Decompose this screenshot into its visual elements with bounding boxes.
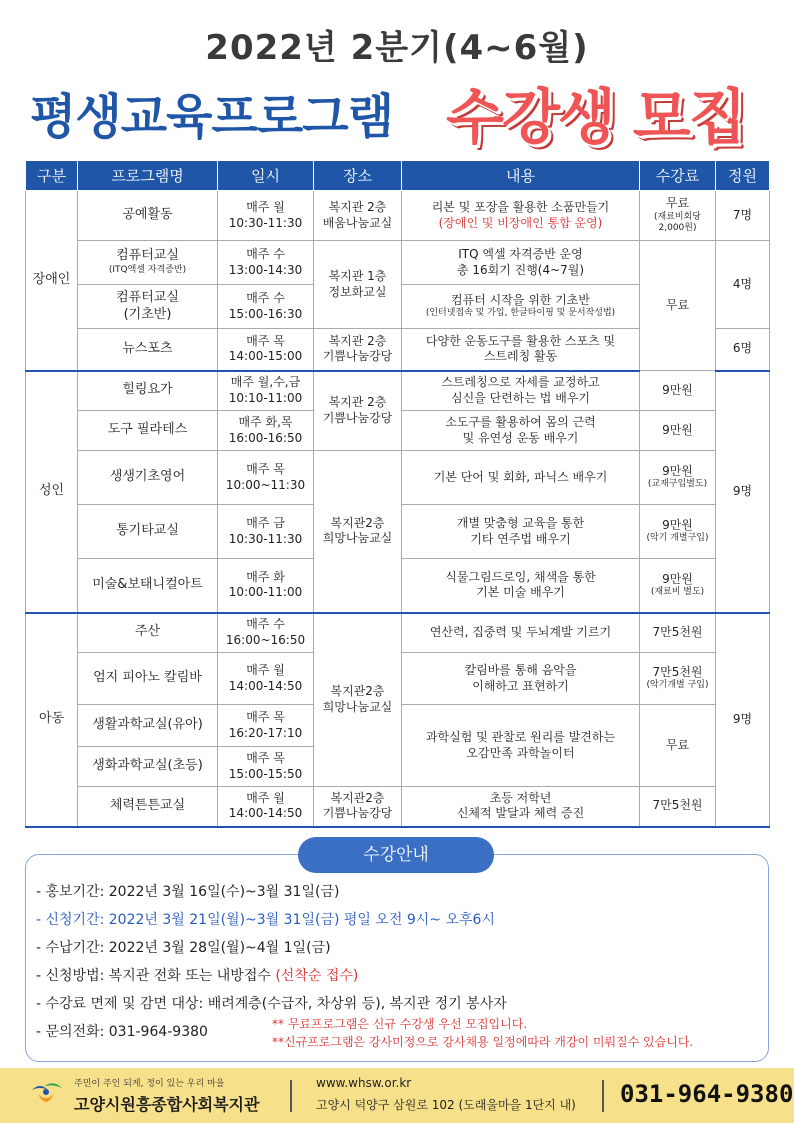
program-time: 매주 월 10:30-11:30 [218, 191, 314, 241]
program-content: ITQ 엑셀 자격증반 운영 총 16회기 진행(4~7월) [402, 241, 640, 285]
program-place: 복지관2층 기쁨나눔강당 [314, 787, 402, 827]
content-note: (인터넷접속 및 가입, 한글타이핑 및 문서작성법) [425, 308, 616, 319]
fee-text: 7만5천원 [652, 664, 703, 679]
program-table [25, 160, 770, 828]
program-name: 공예활동 [78, 191, 218, 241]
program-content: 과학실험 및 관찰로 원리를 발견하는 오감만족 과학놀이터 [402, 705, 640, 787]
program-name: 미술&보태니컬아트 [78, 559, 218, 613]
program-content: 초등 저학년 신체적 발달과 체력 증진 [402, 787, 640, 827]
method-note: (선착순 접수) [275, 968, 359, 984]
program-time: 매주 목 10:00~11:30 [218, 451, 314, 505]
category-disabled: 장애인 [26, 191, 78, 371]
content-text: 컴퓨터 시작을 위한 기초반 [451, 292, 590, 307]
program-time: 매주 월 14:00-14:50 [218, 787, 314, 827]
category-child: 아동 [26, 613, 78, 827]
guide-promo: - 홍보기간: 2022년 3월 16일(수)~3월 31일(금) [36, 884, 340, 900]
program-fee [640, 505, 716, 559]
program-capacity: 9명 [716, 613, 770, 827]
guide-label: 수강안내 [298, 837, 494, 873]
program-name: 힐링요가 [78, 371, 218, 411]
table-row [26, 241, 770, 285]
program-place: 복지관 2층 기쁨나눔강당 [314, 329, 402, 371]
program-time: 매주 목 14:00-15:00 [218, 329, 314, 371]
content-text: 리본 및 포장을 활용한 소품만들기 [431, 199, 610, 214]
program-name: 주산 [78, 613, 218, 653]
slogan: 주민이 주인 되게, 정이 있는 우리 마을 [74, 1079, 225, 1089]
program-capacity: 6명 [716, 329, 770, 371]
table-row [26, 787, 770, 827]
program-content: 개별 맞춤형 교육을 통한 기타 연주법 배우기 [402, 505, 640, 559]
fee-note: (교재구입별도) [647, 479, 708, 490]
period-title: 2022년 2분기(4~6월) [205, 28, 589, 68]
fee-note: (재료비 별도) [650, 587, 705, 598]
program-content: 스트레칭으로 자세를 교정하고 심신을 단련하는 법 배우기 [402, 371, 640, 411]
footer-divider [602, 1080, 604, 1112]
program-name: 통기타교실 [78, 505, 218, 559]
program-name: 컴퓨터교실 (기초반) [78, 285, 218, 329]
content-note: (장애인 및 비장애인 통합 운영) [438, 215, 603, 230]
program-time: 매주 수 13:00-14:30 [218, 241, 314, 285]
program-capacity: 9명 [716, 371, 770, 613]
header-capacity: 정원 [716, 161, 770, 191]
program-name: 생생기초영어 [78, 451, 218, 505]
program-name: 체력튼튼교실 [78, 787, 218, 827]
program-place: 복지관 2층 기쁨나눔강당 [314, 371, 402, 451]
program-content: 식물그림드로잉, 채색을 통한 기본 미술 배우기 [402, 559, 640, 613]
program-place: 복지관2층 희망나눔교실 [314, 451, 402, 613]
program-fee: 무료 [640, 705, 716, 787]
name-note: (ITQ엑셀 자격증반) [108, 265, 187, 276]
program-name: 엄지 피아노 칼림바 [78, 653, 218, 705]
program-place: 복지관 1층 정보화교실 [314, 241, 402, 329]
program-time: 매주 월,수,금 10:10-11:00 [218, 371, 314, 411]
program-time: 매주 목 16:20-17:10 [218, 705, 314, 747]
program-name: 생활과학교실(유아) [78, 705, 218, 747]
program-time: 매주 수 16:00~16:50 [218, 613, 314, 653]
program-time: 매주 화,목 16:00-16:50 [218, 411, 314, 451]
fee-text: 9만원 [662, 571, 693, 586]
program-fee: 7만5천원 [640, 613, 716, 653]
guide-contact: - 문의전화: 031-964-9380 [36, 1024, 208, 1040]
table-row [26, 371, 770, 411]
header-content: 내용 [402, 161, 640, 191]
header-fee: 수강료 [640, 161, 716, 191]
program-fee: 7만5천원 [640, 787, 716, 827]
recruit-title: 수강생 모집 [446, 83, 745, 153]
program-content: 다양한 운동도구를 활용한 스포츠 및 스트레칭 활동 [402, 329, 640, 371]
program-name: 도구 필라테스 [78, 411, 218, 451]
website[interactable]: www.whsw.or.kr [316, 1076, 412, 1090]
footer [0, 1068, 794, 1123]
fee-text: 무료 [665, 196, 690, 211]
header-time: 일시 [218, 161, 314, 191]
header-category: 구분 [26, 161, 78, 191]
table-row [26, 451, 770, 505]
program-time: 매주 수 15:00-16:30 [218, 285, 314, 329]
program-time: 매주 화 10:00-11:00 [218, 559, 314, 613]
fee-text: 9만원 [662, 463, 693, 478]
fee-note: (악기개별 구입) [646, 680, 709, 691]
program-fee [640, 559, 716, 613]
note-new: **신규프로그램은 강사미정으로 강사채용 일정에따라 개강이 미뤄질수 있습니다. [272, 1035, 694, 1049]
phone-number: 031-964-9380 [620, 1080, 794, 1108]
program-time: 매주 월 14:00-14:50 [218, 653, 314, 705]
name-text: 컴퓨터교실 [116, 248, 179, 264]
program-fee: 무료 [640, 241, 716, 371]
program-content [402, 285, 640, 329]
program-fee [640, 451, 716, 505]
fee-note: (재료비회당 2,000원) [654, 211, 701, 234]
program-place: 복지관2층 희망나눔교실 [314, 613, 402, 787]
program-time: 매주 금 10:30-11:30 [218, 505, 314, 559]
table-header-row [26, 161, 770, 191]
program-place: 복지관 2층 배움나눔교실 [314, 191, 402, 241]
program-time: 매주 목 15:00-15:50 [218, 747, 314, 787]
header-place: 장소 [314, 161, 402, 191]
header-program: 프로그램명 [78, 161, 218, 191]
program-fee [640, 191, 716, 241]
method-text: - 신청방법: 복지관 전화 또는 내방접수 [36, 968, 276, 984]
program-fee: 9만원 [640, 371, 716, 411]
category-adult: 성인 [26, 371, 78, 613]
guide-exempt: - 수강료 면제 및 감면 대상: 배려계층(수급자, 차상위 등), 복지관 정기 봉사자 [36, 996, 507, 1012]
guide-payment: - 수납기간: 2022년 3월 28일(월)~4월 1일(금) [36, 940, 331, 956]
program-fee: 9만원 [640, 411, 716, 451]
program-capacity: 7명 [716, 191, 770, 241]
footer-divider [290, 1080, 292, 1112]
welfare-logo-icon [28, 1080, 64, 1112]
note-free: ** 무료프로그램은 신규 수강생 우선 모집입니다. [272, 1017, 528, 1031]
program-content [402, 191, 640, 241]
table-row [26, 613, 770, 653]
table-row [26, 191, 770, 241]
program-capacity: 4명 [716, 241, 770, 329]
program-content: 기본 단어 및 회화, 파닉스 배우기 [402, 451, 640, 505]
program-content: 칼림바를 통해 음악을 이해하고 표현하기 [402, 653, 640, 705]
program-name: 뉴스포츠 [78, 329, 218, 371]
program-name: 생화과학교실(초등) [78, 747, 218, 787]
guide-notes [272, 1015, 693, 1051]
program-fee [640, 653, 716, 705]
fee-note: (악기 개별구입) [646, 533, 709, 544]
program-name [78, 241, 218, 285]
program-content: 연산력, 집중력 및 두뇌계발 기르기 [402, 613, 640, 653]
org-name: 고양시원흥종합사회복지관 [74, 1095, 260, 1114]
program-content: 소도구를 활용하여 몸의 근력 및 유연성 운동 배우기 [402, 411, 640, 451]
guide-method [36, 962, 776, 990]
address: 고양시 덕양구 삼원로 102 (도래울마을 1단지 내) [316, 1098, 576, 1112]
guide-apply: - 신청기간: 2022년 3월 21일(월)~3월 31일(금) 평일 오전 9시~ 오후6시 [36, 912, 495, 928]
program-title: 평생교육프로그램 [30, 89, 393, 145]
headline [20, 70, 780, 154]
fee-text: 9만원 [662, 517, 693, 532]
